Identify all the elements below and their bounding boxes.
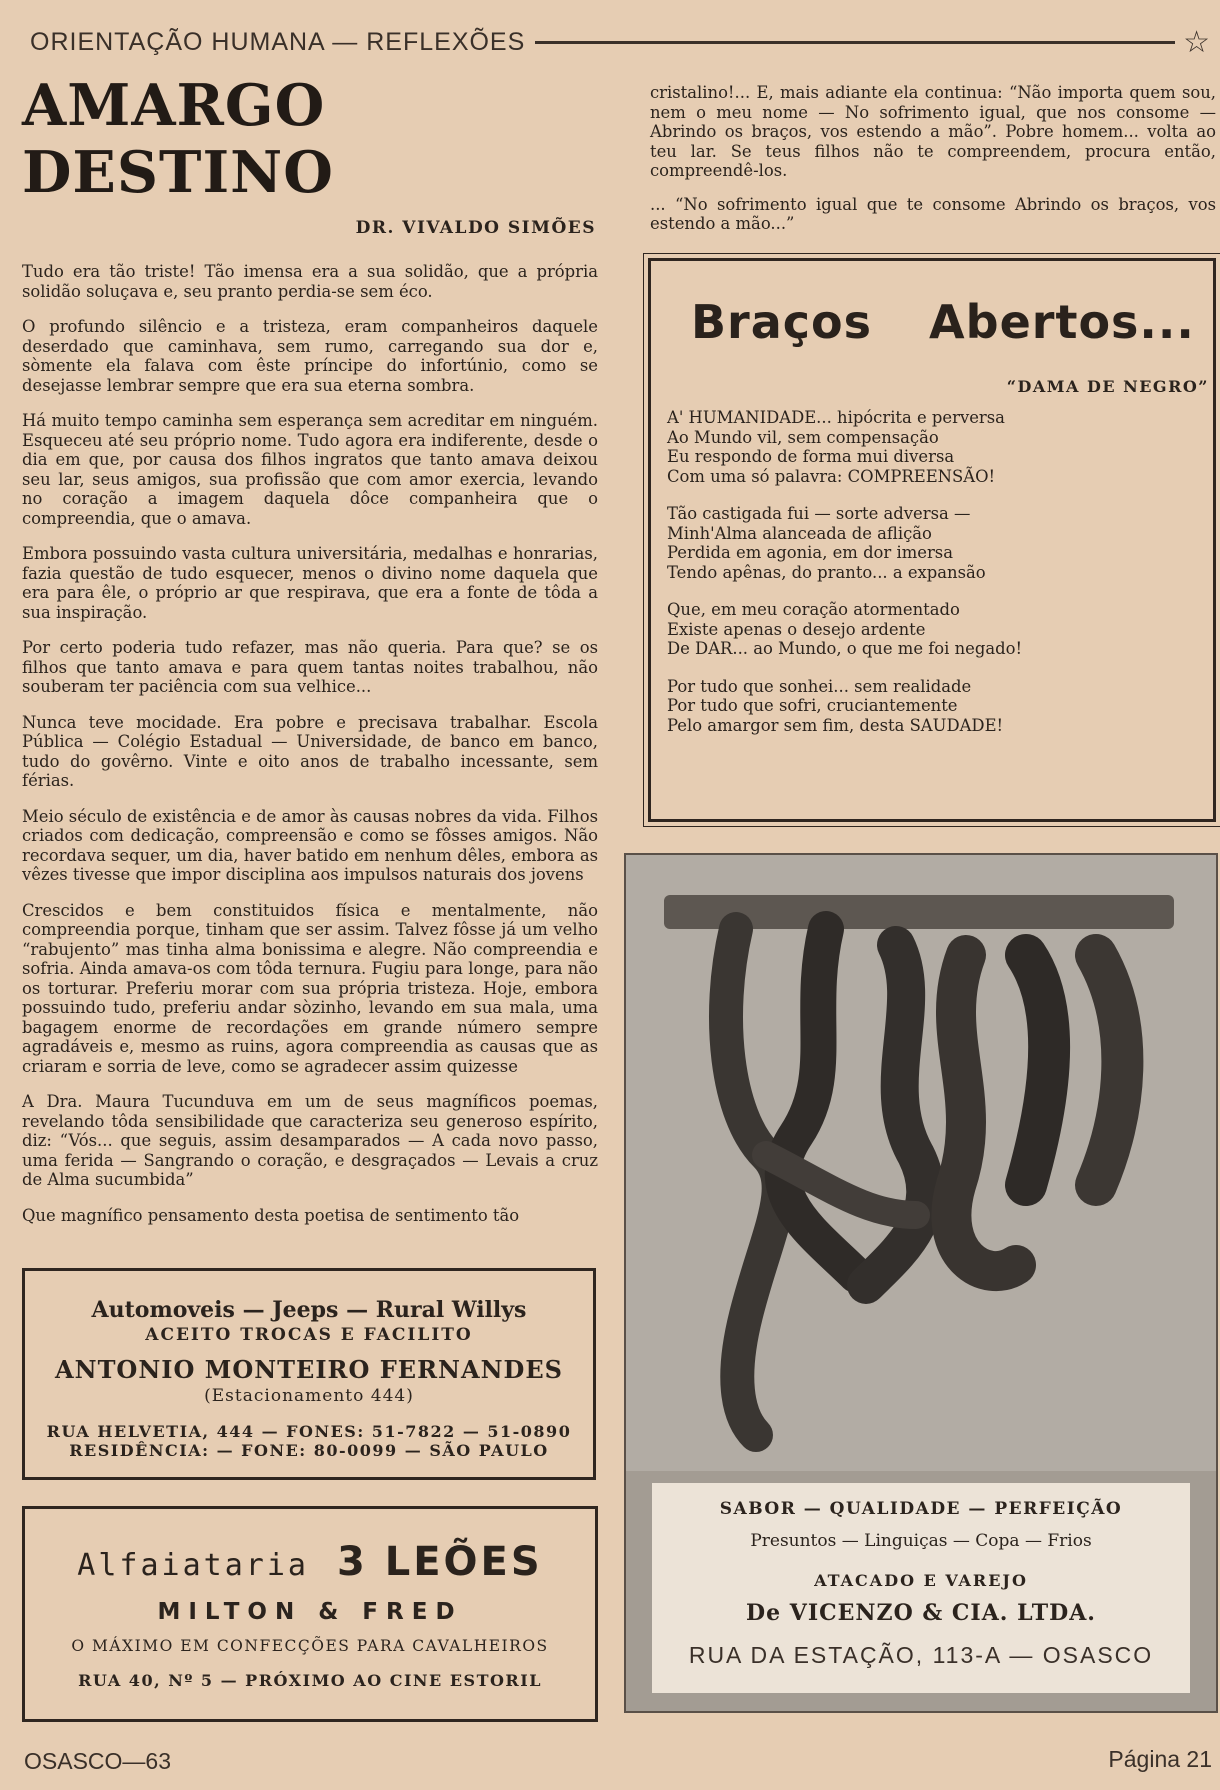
ad-sausage-slogan: SABOR — QUALIDADE — PERFEIÇÃO: [719, 1499, 1123, 1519]
ad-car-owner: ANTONIO MONTEIRO FERNANDES: [55, 1355, 563, 1384]
article-continuation: [650, 83, 1216, 248]
article-paragraph: Meio século de existência e de amor às causas nobres da vida. Filhos criados com dedicação, compreensão e como se fôsses amigos. Não recordava sequer, um dia, haver batido em nenhum dêles, embora as vêzes tivesse que impor disciplina aos impulsos naturais dos jovens: [22, 806, 598, 884]
ad-sausage-company: De VICENZO & CIA. LTDA.: [746, 1600, 1096, 1626]
poem-line: Existe apenas o desejo ardente: [667, 619, 926, 639]
poem-stanza: [667, 600, 1213, 659]
poem-line: De DAR... ao Mundo, o que me foi negado!: [667, 639, 1023, 658]
poem-stanza: [667, 408, 1213, 486]
sausage-photo: [626, 855, 1216, 1471]
header-rule: [535, 41, 1175, 44]
ad-tailor-name-a: Alfaiataria: [77, 1548, 309, 1583]
section-header: [30, 22, 1210, 62]
article-paragraph: O profundo silêncio e a tristeza, eram companheiros daquele deserdado que caminhava, sem rumo, carregando sua dor e, sòmente ela falava com êste príncipe do infortúnio, como se desejasse lembrar sempre que era sua eterna sombra.: [22, 317, 598, 395]
ad-car-dealer: [22, 1268, 596, 1480]
ad-sausage-caption: [652, 1483, 1190, 1693]
ad-car-parking: (Estacionamento 444): [204, 1386, 414, 1406]
poem-line: Minh'Alma alanceada de aflição: [667, 523, 932, 543]
star-icon: ☆: [1183, 24, 1210, 60]
ad-car-subline: ACEITO TROCAS E FACILITO: [145, 1325, 473, 1345]
poem-line: Tão castigada fui — sorte adversa —: [667, 504, 971, 523]
ad-sausage-products: Presuntos — Linguiças — Copa — Frios: [750, 1531, 1092, 1551]
poem-box: [648, 258, 1216, 822]
poem-line: Eu respondo de forma mui diversa: [667, 447, 955, 466]
poem-stanza: [667, 677, 1213, 736]
article-paragraph: A Dra. Maura Tucunduva em um de seus magníficos poemas, revelando tôda sensibilidade que caracteriza seu generoso espírito, diz: “Vós... que seguis, assim desamparados — A cada novo passo, uma ferida — Sangrando o coração, e desgraçados — Levais a cruz de Alma sucumbida”: [22, 1092, 598, 1189]
ad-tailor-owners: MILTON & FRED: [157, 1599, 463, 1625]
poem-stanza: [667, 504, 1213, 582]
poem-author: “DAMA DE NEGRO”: [1006, 377, 1209, 396]
poem-title: Braços Abertos...: [691, 295, 1195, 349]
article-paragraph: Nunca teve mocidade. Era pobre e precisava trabalhar. Escola Pública — Colégio Estadual — Universidade, de banco em banco, tudo do govêrno. Vinte e oito anos de trabalho incessante, sem férias.: [22, 712, 598, 790]
poem-line: Que, em meu coração atormentado: [667, 600, 960, 619]
ad-tailor-name-b: 3 LEÕES: [336, 1539, 543, 1585]
ad-sausage-wholesale: ATACADO E VAREJO: [814, 1571, 1028, 1590]
ad-tailor: [22, 1506, 598, 1722]
article-paragraph: Embora possuindo vasta cultura universitária, medalhas e honrarias, fazia questão de tudo esquecer, menos o divino nome daquela que era para êle, o próprio ar que respirava, que era a fonte de tôda a sua inspiração.: [22, 544, 598, 622]
article-paragraph: Tudo era tão triste! Tão imensa era a sua solidão, que a própria solidão soluçava e, seu pranto perdia-se sem éco.: [22, 262, 598, 301]
poem-line: Perdida em agonia, em dor imersa: [667, 543, 953, 562]
ad-car-headline: Automoveis — Jeeps — Rural Willys: [91, 1297, 527, 1323]
ad-car-address: RUA HELVETIA, 444 — FONES: 51-7822 — 51-0890: [46, 1422, 572, 1441]
poem-line: A' HUMANIDADE... hipócrita e perversa: [667, 408, 1005, 427]
article-paragraph: Que magnífico pensamento desta poetisa de sentimento tão: [22, 1205, 520, 1225]
article-title: AMARGO DESTINO: [22, 72, 334, 206]
ad-car-residence: RESIDÊNCIA: — FONE: 80-0099 — SÃO PAULO: [69, 1441, 549, 1460]
article-paragraph: Há muito tempo caminha sem esperança sem acreditar em ninguém. Esqueceu até seu próprio nome. Tudo agora era indiferente, desde o dia em que, por causa dos filhos ingratos que tanto amava deixou seu lar, seus amigos, sua profissão que com amor exercia, levando no coração a imagem daquela dôce companheira que o compreendia, que o amava.: [22, 411, 598, 528]
poem-line: Tendo apênas, do pranto... a expansão: [667, 562, 986, 582]
poem-line: Ao Mundo vil, sem compensação: [667, 427, 939, 447]
article-paragraph: Por certo poderia tudo refazer, mas não queria. Para que? se os filhos que tanto amava e para quem tantas noites trabalhou, não souberam ter paciência com sua velhice...: [22, 638, 598, 696]
article-amargo-destino: [22, 72, 598, 1241]
footer-city-page: OSASCO—63: [24, 1748, 171, 1774]
ad-tailor-name: [25, 1539, 595, 1585]
poem-line: Por tudo que sofri, cruciantemente: [667, 696, 958, 715]
poem-line: Pelo amargor sem fim, desta SAUDADE!: [667, 715, 1004, 735]
sausage-illustration: [626, 855, 1216, 1471]
ad-tailor-address: RUA 40, Nº 5 — PRÓXIMO AO CINE ESTORIL: [78, 1671, 542, 1690]
poem-line: Com uma só palavra: COMPREENSÃO!: [667, 466, 996, 486]
ad-sausage-address: RUA DA ESTAÇÃO, 113-A — OSASCO: [688, 1642, 1154, 1668]
article-paragraph: Crescidos e bem constituidos física e mentalmente, não compreendia porque, tinham que ser assim. Talvez fôsse já um velho “rabujento” mas tinha alma bonissima e alegre. Não compreendia e sofria. Ainda amava-os com tôda ternura. Fugiu para longe, para não os torturar. Preferiu morar com sua própria tristeza. Hoje, embora possuindo tudo, preferiu andar sòzinho, levando em sua mala, uma bagagem enorme de recordações em grande número sempre agradáveis e, mesmo as ruins, agora compreendia as causas que as criaram e sorria de leve, como se agradecer assim quizesse: [22, 900, 598, 1076]
continuation-paragraph: cristalino!... E, mais adiante ela continua: “Não importa quem sou, nem o meu nome — No sofrimento igual, que nos consome — Abrindo os braços, vos estendo a mão”. Pobre homem... volta ao teu lar. Se teus filhos não te compreendem, procura então, compreendê-los.: [650, 83, 1216, 180]
article-author: DR. VIVALDO SIMÕES: [355, 218, 596, 238]
continuation-paragraph: ... “No sofrimento igual que te consome Abrindo os braços, vos estendo a mão...”: [650, 194, 1216, 233]
ad-sausage: [624, 853, 1218, 1713]
footer-page-number: Página 21: [1108, 1746, 1212, 1772]
ad-tailor-slogan: O MÁXIMO EM CONFECÇÕES PARA CAVALHEIROS: [71, 1637, 549, 1655]
section-title: ORIENTAÇÃO HUMANA — REFLEXÕES: [30, 27, 526, 56]
poem-line: Por tudo que sonhei... sem realidade: [667, 676, 972, 696]
